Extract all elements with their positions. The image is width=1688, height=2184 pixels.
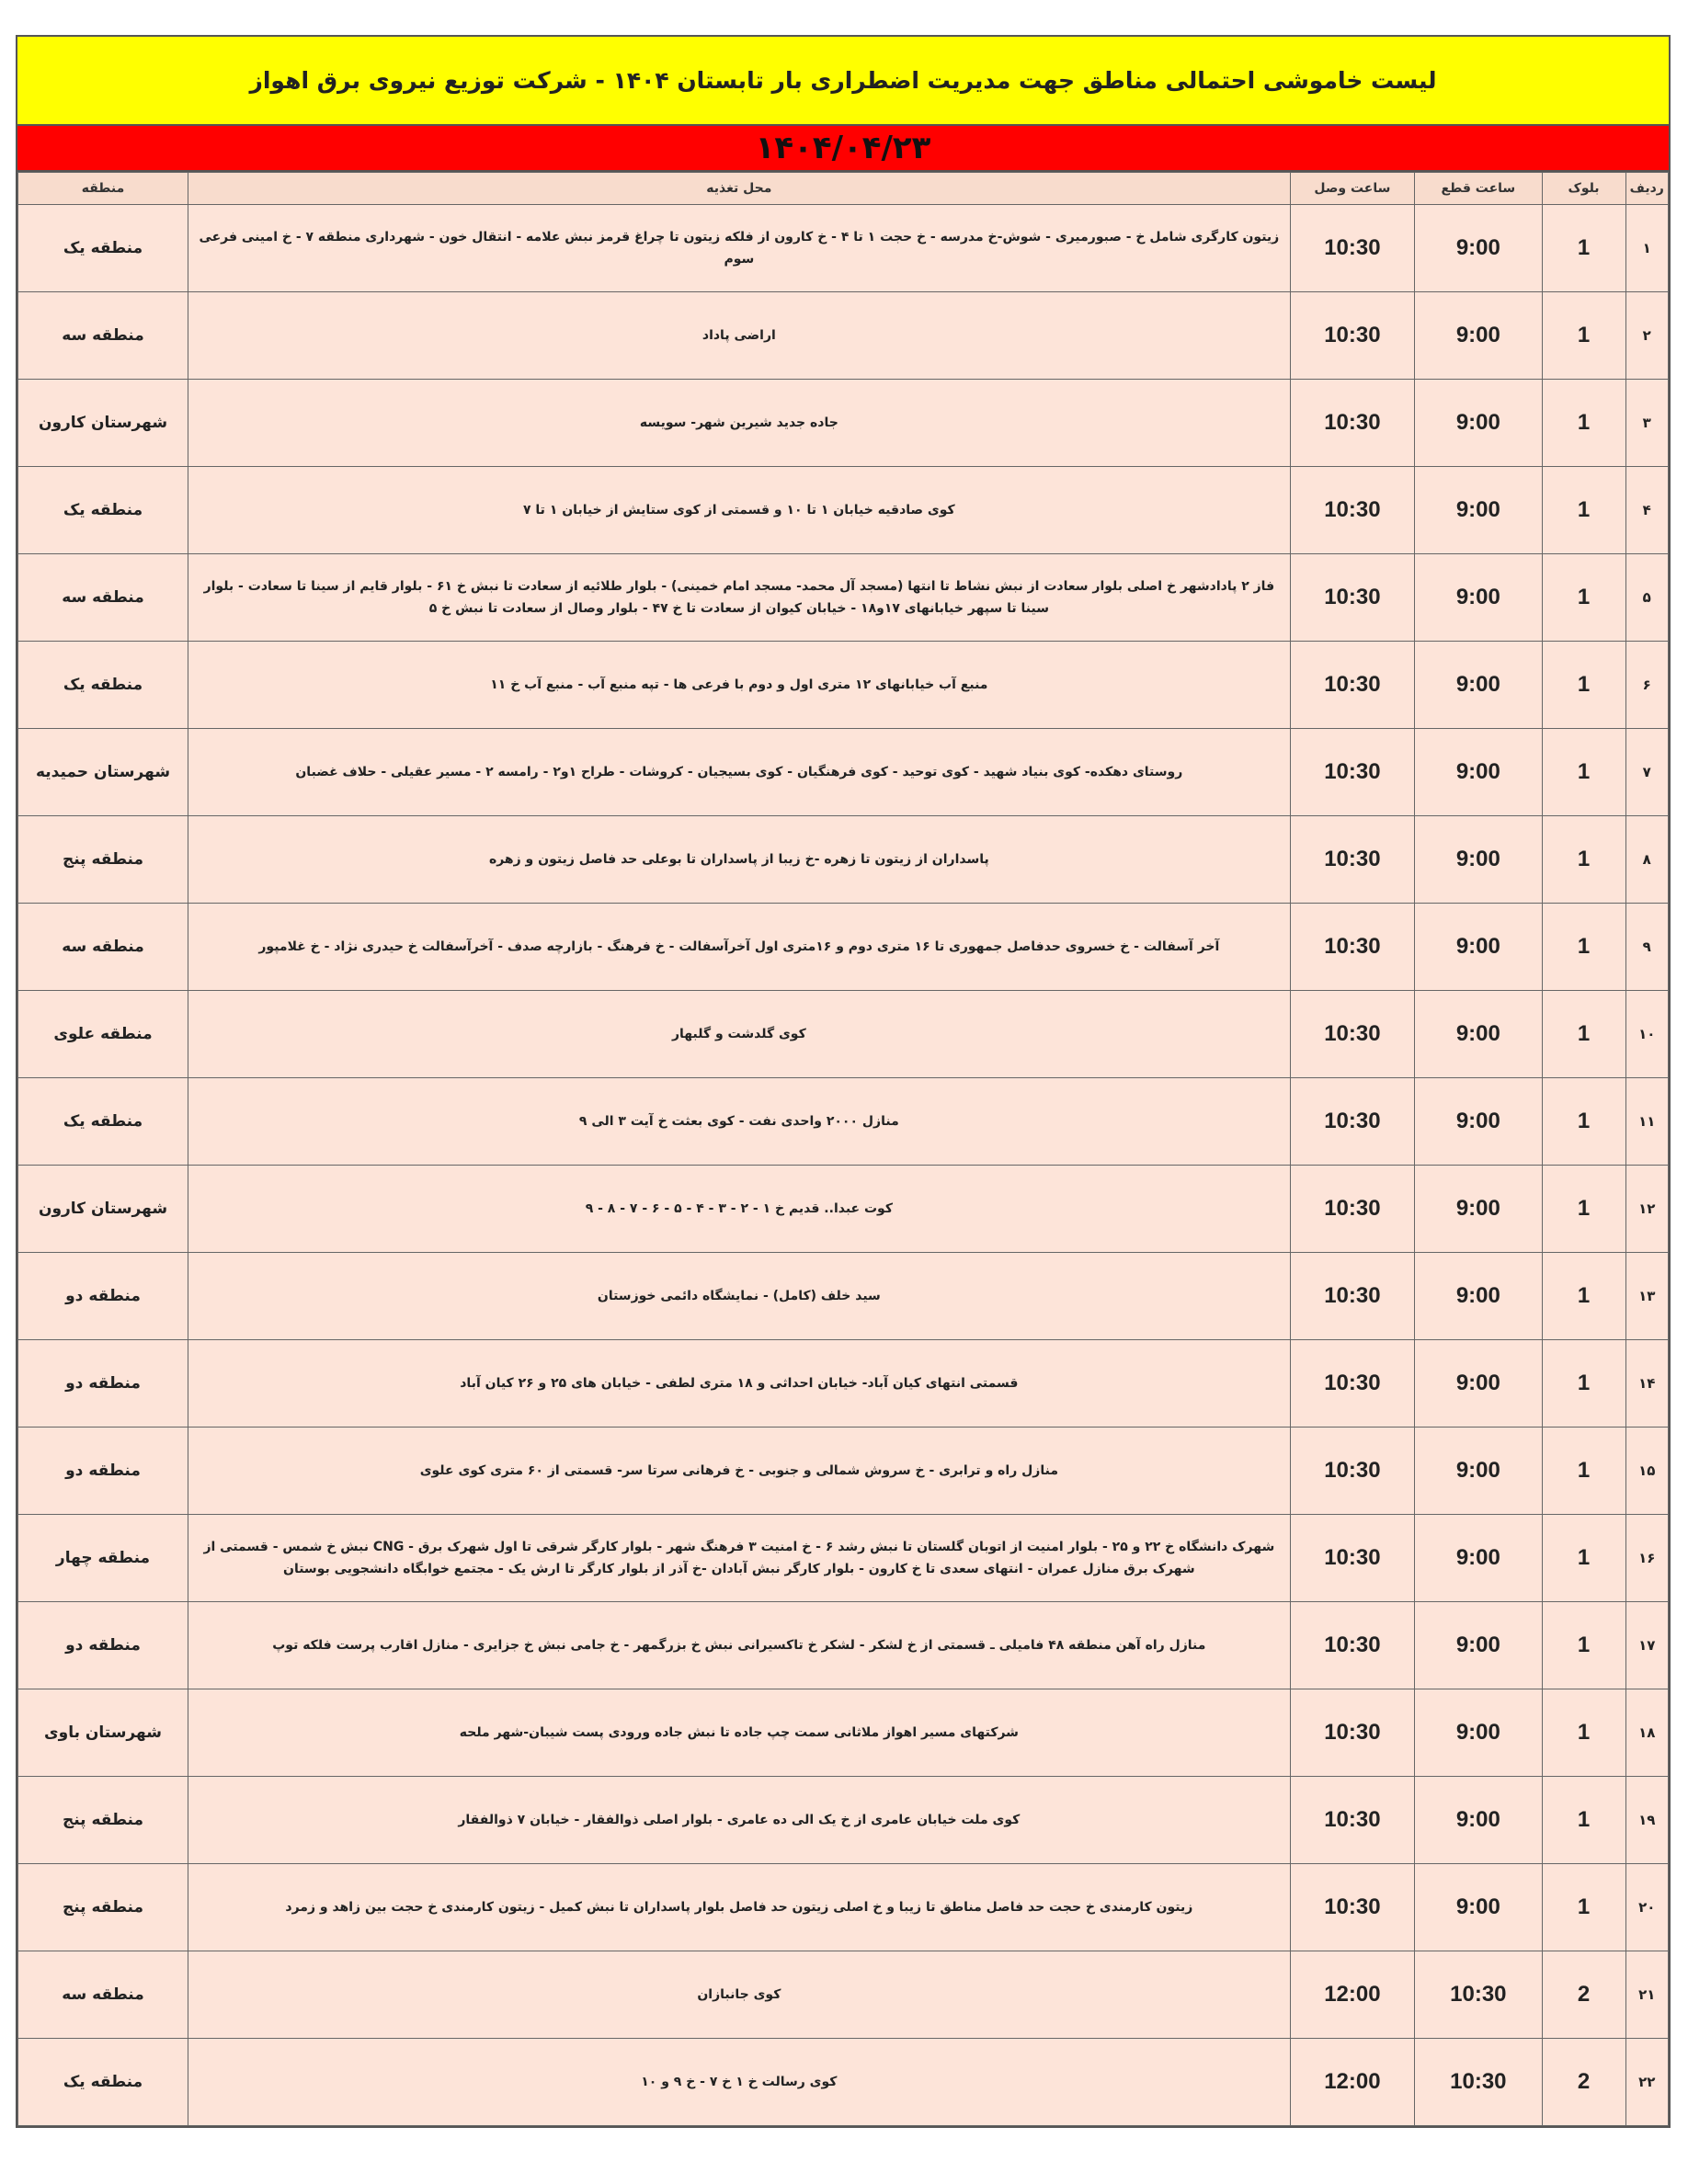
table-row [18,1602,1669,1689]
row-number: ۱۶ [1625,1515,1668,1602]
block-number: 1 [1542,1166,1625,1253]
header-block: بلوک [1542,173,1625,205]
block-number: 1 [1542,1253,1625,1340]
table-row [18,554,1669,642]
table-row [18,642,1669,729]
region-name: منطقه یک [18,2039,188,2126]
cut-time: 9:00 [1415,642,1542,729]
connect-time: 10:30 [1290,1864,1414,1951]
block-number: 1 [1542,205,1625,292]
feed-location: شرکتهای مسیر اهواز ملاثانی سمت چپ جاده تا نبش جاده ورودی پست شیبان-شهر ملحه [188,1689,1291,1777]
region-name: منطقه پنج [18,1864,188,1951]
cut-time: 9:00 [1415,729,1542,816]
connect-time: 10:30 [1290,380,1414,467]
table-row [18,1340,1669,1428]
row-number: ۱۵ [1625,1428,1668,1515]
row-number: ۱۹ [1625,1777,1668,1864]
connect-time: 12:00 [1290,2039,1414,2126]
feed-location: زیتون کارگری شامل خ - صبورمیری - شوش-خ مدرسه - خ حجت ۱ تا ۴ - خ کارون از فلکه زیتون تا چراغ قرمز نبش علامه - انتقال خون - شهرداری منطقه ۷ - خ امینی فرعی سوم [188,205,1291,292]
block-number: 1 [1542,1777,1625,1864]
table-header-row [18,173,1669,205]
connect-time: 10:30 [1290,1166,1414,1253]
row-number: ۱۷ [1625,1602,1668,1689]
row-number: ۵ [1625,554,1668,642]
feed-location: کوی رسالت خ ۱ خ ۷ - خ ۹ و ۱۰ [188,2039,1291,2126]
connect-time: 12:00 [1290,1951,1414,2039]
row-number: ۲ [1625,292,1668,380]
feed-location: کوی جانبازان [188,1951,1291,2039]
connect-time: 10:30 [1290,816,1414,904]
row-number: ۶ [1625,642,1668,729]
region-name: شهرستان کارون [18,380,188,467]
block-number: 1 [1542,467,1625,554]
feed-location: فاز ۲ پادادشهر خ اصلی بلوار سعادت از نبش نشاط تا انتها (مسجد آل محمد- مسجد امام خمینی) - بلوار طلائیه از سعادت تا نبش خ ۶۱ - بلوار قایم از سینا تا سعادت - بلوار سینا تا سپهر خیابانهای ۱۷و۱۸ - خیابان کیوان از سعادت تا خ ۴۷ - بلوار وصال از سعادت تا نبش خ ۵ [188,554,1291,642]
cut-time: 9:00 [1415,380,1542,467]
cut-time: 9:00 [1415,1078,1542,1166]
connect-time: 10:30 [1290,1428,1414,1515]
connect-time: 10:30 [1290,1078,1414,1166]
feed-location: منازل ۲۰۰۰ واحدی نفت - کوی بعثت خ آیت ۳ الی ۹ [188,1078,1291,1166]
block-number: 1 [1542,1864,1625,1951]
block-number: 1 [1542,554,1625,642]
row-number: ۱ [1625,205,1668,292]
row-number: ۱۱ [1625,1078,1668,1166]
cut-time: 10:30 [1415,2039,1542,2126]
cut-time: 10:30 [1415,1951,1542,2039]
connect-time: 10:30 [1290,642,1414,729]
cut-time: 9:00 [1415,1340,1542,1428]
sheet-date: ۱۴۰۴/۰۴/۲۳ [17,126,1669,172]
row-number: ۱۰ [1625,991,1668,1078]
row-number: ۸ [1625,816,1668,904]
region-name: شهرستان حمیدیه [18,729,188,816]
cut-time: 9:00 [1415,904,1542,991]
region-name: منطقه پنج [18,816,188,904]
table-row [18,467,1669,554]
feed-location: زیتون کارمندی خ حجت حد فاصل مناطق تا زیبا و خ اصلی زیتون حد فاصل بلوار پاسداران تا نبش کمیل - زیتون کارمندی خ حجت بین زاهد و زمرد [188,1864,1291,1951]
header-cut-time: ساعت قطع [1415,173,1542,205]
row-number: ۲۱ [1625,1951,1668,2039]
table-row [18,904,1669,991]
feed-location: کوت عبدا.. قدیم خ ۱ - ۲ - ۳ - ۴ - ۵ - ۶ - ۷ - ۸ - ۹ [188,1166,1291,1253]
region-name: منطقه پنج [18,1777,188,1864]
feed-location: اراضی پاداد [188,292,1291,380]
connect-time: 10:30 [1290,1515,1414,1602]
region-name: منطقه یک [18,467,188,554]
block-number: 2 [1542,2039,1625,2126]
table-row [18,1253,1669,1340]
connect-time: 10:30 [1290,1340,1414,1428]
header-connect-time: ساعت وصل [1290,173,1414,205]
cut-time: 9:00 [1415,1166,1542,1253]
table-row [18,380,1669,467]
row-number: ۱۸ [1625,1689,1668,1777]
feed-location: منازل راه و ترابری - خ سروش شمالی و جنوبی - خ فرهانی سرتا سر- قسمتی از ۶۰ متری کوی علوی [188,1428,1291,1515]
table-body [18,205,1669,2126]
connect-time: 10:30 [1290,1253,1414,1340]
feed-location: منبع آب خیابانهای ۱۲ متری اول و دوم با فرعی ها - تپه منبع آب - منبع آب خ ۱۱ [188,642,1291,729]
feed-location: آخر آسفالت - خ خسروی حدفاصل جمهوری تا ۱۶ متری دوم و ۱۶متری اول آخرآسفالت - خ فرهنگ - بازارچه صدف - آخرآسفالت خ حیدری نژاد - خ غلامپور [188,904,1291,991]
sheet-title: لیست خاموشی احتمالی مناطق جهت مدیریت اضطراری بار تابستان ۱۴۰۴ - شرکت توزیع نیروی برق اهواز [17,37,1669,126]
table-row [18,1515,1669,1602]
region-name: منطقه دو [18,1253,188,1340]
feed-location: منازل راه آهن منطقه ۴۸ فامیلی ـ قسمتی از خ لشکر - لشکر خ تاکسیرانی نبش خ بزرگمهر - خ جامی نبش خ جزایری - منازل اقارب پرست فلکه توپ [188,1602,1291,1689]
cut-time: 9:00 [1415,1602,1542,1689]
block-number: 1 [1542,904,1625,991]
block-number: 1 [1542,729,1625,816]
region-name: منطقه علوی [18,991,188,1078]
outage-sheet [16,35,1671,2128]
table-row [18,2039,1669,2126]
feed-location: کوی ملت خیابان عامری از خ یک الی ده عامری - بلوار اصلی ذوالفقار - خیابان ۷ ذوالفقار [188,1777,1291,1864]
row-number: ۱۲ [1625,1166,1668,1253]
table-row [18,816,1669,904]
table-row [18,1951,1669,2039]
block-number: 1 [1542,1515,1625,1602]
header-feed-location: محل تغذیه [188,173,1291,205]
cut-time: 9:00 [1415,816,1542,904]
block-number: 1 [1542,292,1625,380]
block-number: 1 [1542,1078,1625,1166]
region-name: منطقه دو [18,1340,188,1428]
connect-time: 10:30 [1290,467,1414,554]
feed-location: شهرک دانشگاه خ ۲۲ و ۲۵ - بلوار امنیت از اتوبان گلستان تا نبش رشد ۶ - خ امنیت ۳ فرهنگ شهر - بلوار کارگر شرقی تا اول شهرک برق - CNG نبش خ شمس - قسمتی از شهرک برق منازل عمران - انتهای سعدی تا خ کارون - بلوار کارگر نبش آبادان -خ آذر از بلوار کارگر تا ارش یک - مجتمع خوابگاه دانشجویی بوستان [188,1515,1291,1602]
table-row [18,1777,1669,1864]
cut-time: 9:00 [1415,1515,1542,1602]
cut-time: 9:00 [1415,467,1542,554]
feed-location: سید خلف (کامل) - نمایشگاه دائمی خوزستان [188,1253,1291,1340]
block-number: 1 [1542,1428,1625,1515]
connect-time: 10:30 [1290,1602,1414,1689]
header-region: منطقه [18,173,188,205]
connect-time: 10:30 [1290,205,1414,292]
row-number: ۴ [1625,467,1668,554]
cut-time: 9:00 [1415,1253,1542,1340]
cut-time: 9:00 [1415,1689,1542,1777]
row-number: ۹ [1625,904,1668,991]
block-number: 1 [1542,816,1625,904]
feed-location: کوی صادقیه خیابان ۱ تا ۱۰ و قسمتی از کوی ستایش از خیابان ۱ تا ۷ [188,467,1291,554]
feed-location: روستای دهکده- کوی بنیاد شهید - کوی توحید - کوی فرهنگیان - کوی بسیجیان - کروشات - طراح ۱و۲ - رامسه ۲ - مسیر عقیلی - حلاف غضبان [188,729,1291,816]
connect-time: 10:30 [1290,554,1414,642]
cut-time: 9:00 [1415,991,1542,1078]
region-name: منطقه چهار [18,1515,188,1602]
row-number: ۲۰ [1625,1864,1668,1951]
block-number: 1 [1542,1689,1625,1777]
block-number: 1 [1542,991,1625,1078]
block-number: 1 [1542,642,1625,729]
row-number: ۱۳ [1625,1253,1668,1340]
region-name: منطقه سه [18,554,188,642]
connect-time: 10:30 [1290,729,1414,816]
table-row [18,729,1669,816]
table-row [18,1689,1669,1777]
row-number: ۲۲ [1625,2039,1668,2126]
block-number: 1 [1542,1340,1625,1428]
cut-time: 9:00 [1415,205,1542,292]
feed-location: پاسداران از زیتون تا زهره -خ زیبا از پاسداران تا بوعلی حد فاصل زیتون و زهره [188,816,1291,904]
connect-time: 10:30 [1290,904,1414,991]
table-row [18,205,1669,292]
cut-time: 9:00 [1415,554,1542,642]
cut-time: 9:00 [1415,1428,1542,1515]
cut-time: 9:00 [1415,1777,1542,1864]
row-number: ۷ [1625,729,1668,816]
block-number: 1 [1542,1602,1625,1689]
feed-location: قسمتی انتهای کیان آباد- خیابان احداثی و ۱۸ متری لطفی - خیابان های ۲۵ و ۲۶ کیان آباد [188,1340,1291,1428]
region-name: منطقه یک [18,205,188,292]
cut-time: 9:00 [1415,292,1542,380]
connect-time: 10:30 [1290,292,1414,380]
table-row [18,292,1669,380]
row-number: ۱۴ [1625,1340,1668,1428]
table-row [18,991,1669,1078]
table-row [18,1864,1669,1951]
cut-time: 9:00 [1415,1864,1542,1951]
region-name: شهرستان کارون [18,1166,188,1253]
region-name: منطقه دو [18,1602,188,1689]
block-number: 2 [1542,1951,1625,2039]
row-number: ۳ [1625,380,1668,467]
region-name: منطقه سه [18,292,188,380]
header-row-number: ردیف [1625,173,1668,205]
region-name: منطقه سه [18,1951,188,2039]
region-name: منطقه یک [18,1078,188,1166]
connect-time: 10:30 [1290,1777,1414,1864]
region-name: منطقه یک [18,642,188,729]
region-name: منطقه سه [18,904,188,991]
connect-time: 10:30 [1290,991,1414,1078]
feed-location: کوی گلدشت و گلبهار [188,991,1291,1078]
region-name: شهرستان باوی [18,1689,188,1777]
block-number: 1 [1542,380,1625,467]
table-row [18,1166,1669,1253]
connect-time: 10:30 [1290,1689,1414,1777]
region-name: منطقه دو [18,1428,188,1515]
table-row [18,1078,1669,1166]
table-row [18,1428,1669,1515]
feed-location: جاده جدید شیرین شهر- سویسه [188,380,1291,467]
outage-table [17,172,1669,2126]
